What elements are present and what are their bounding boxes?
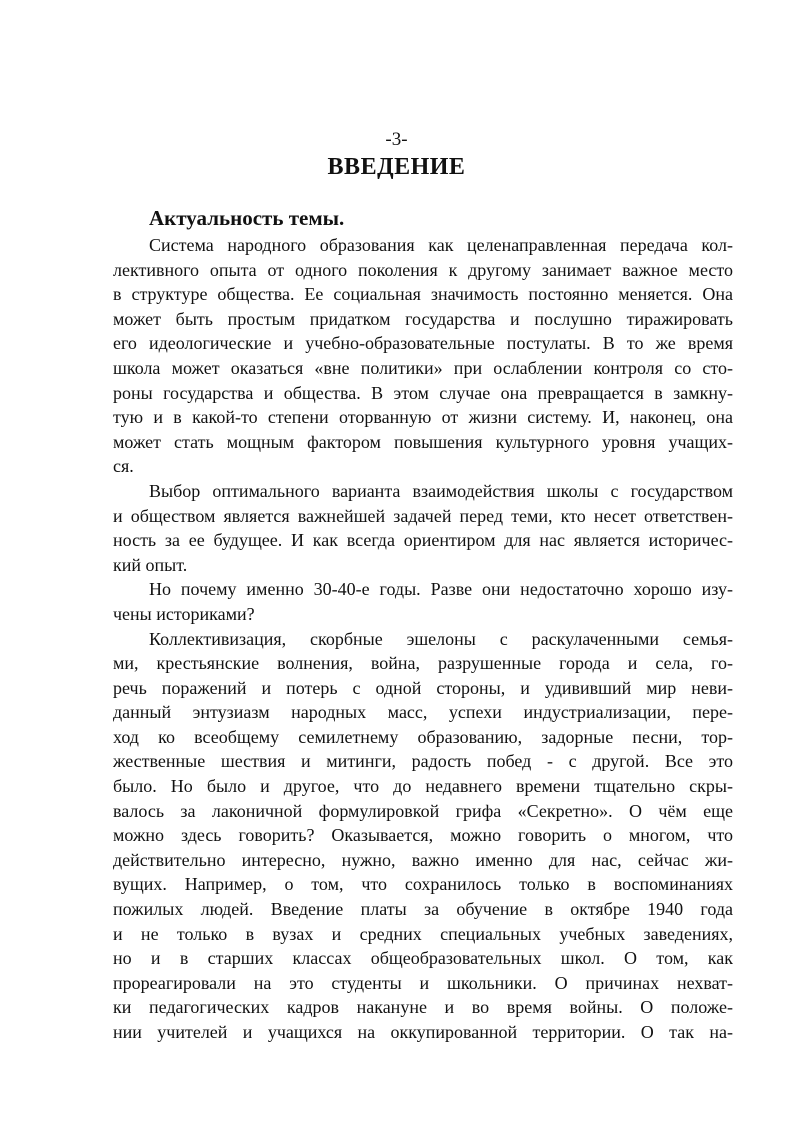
text-line: но и в старших классах общеобразовательных школ. О том, как <box>113 948 733 969</box>
page-title: ВВЕДЕНИЕ <box>327 154 466 180</box>
section-heading: Актуальность темы. <box>149 206 345 230</box>
text-line: Выбор оптимального варианта взаимодействия школы с государством <box>149 480 733 501</box>
text-line: Коллективизация, скорбные эшелоны с раскулаченными семья- <box>149 628 733 649</box>
text-line: Но почему именно 30-40-е годы. Разве они недостаточно хорошо изу- <box>149 579 733 600</box>
text-line: может стать мощным фактором повышения культурного уровня учащих- <box>113 431 733 452</box>
text-line: школа может оказаться «вне политики» при ослаблении контроля со сто- <box>113 357 733 378</box>
text-line: жественные шествия и митинги, радость побед - с другой. Все это <box>113 751 733 772</box>
text-line: действительно интересно, нужно, важно именно для нас, сейчас жи- <box>113 849 733 870</box>
text-line: можно здесь говорить? Оказывается, можно говорить о многом, что <box>113 825 733 846</box>
text-line: речь поражений и потерь с одной стороны, и удививший мир неви- <box>113 677 733 698</box>
text-line: ход ко всеобщему семилетнему образованию, задорные песни, тор- <box>113 726 733 747</box>
text-line: и не только в вузах и средних специальных учебных заведениях, <box>113 923 733 944</box>
text-line: нии учителей и учащихся на оккупированной территории. О так на- <box>113 1022 733 1042</box>
text-line: прореагировали на это студенты и школьники. О причинах нехват- <box>113 972 733 993</box>
text-line: и обществом является важнейшей задачей перед теми, кто несет ответствен- <box>113 505 733 526</box>
paragraph-3 <box>113 577 733 626</box>
text-line: пожилых людей. Введение платы за обучение в октябре 1940 года <box>113 899 733 920</box>
text-line: может быть простым придатком государства и послушно тиражировать <box>113 308 733 329</box>
text-line: лективного опыта от одного поколения к другому занимает важное место <box>113 259 733 280</box>
text-line: ность за ее будущее. И как всегда ориентиром для нас является историчес- <box>113 530 733 551</box>
text-line: было. Но было и другое, что до недавнего времени тщательно скры- <box>113 776 733 797</box>
paragraph-4 <box>113 627 733 1045</box>
text-line: в структуре общества. Ее социальная значимость постоянно меняется. Она <box>113 284 733 305</box>
text-line: чены историками? <box>113 603 255 624</box>
text-line: его идеологические и учебно-образовательные постулаты. В то же время <box>113 333 733 354</box>
page-number: -3- <box>385 129 408 150</box>
text-line: валось за лаконичной формулировкой грифа «Секретно». О чём еще <box>113 800 733 821</box>
paragraph-2 <box>113 479 733 577</box>
text-line: тую и в какой-то степени оторванную от жизни систему. И, наконец, она <box>113 407 733 428</box>
text-line: ми, крестьянские волнения, война, разрушенные города и села, го- <box>113 653 733 674</box>
text-line: данный энтузиазм народных масс, успехи индустриализации, пере- <box>113 702 733 723</box>
text-line: Система народного образования как целенаправленная передача кол- <box>149 235 733 255</box>
body-text <box>113 204 733 1045</box>
paragraph-1 <box>113 233 733 479</box>
text-line: роны государства и общества. В этом случае она превращается в замкну- <box>113 382 733 403</box>
text-line: ся. <box>113 456 134 477</box>
text-line: ки педагогических кадров накануне и во время войны. О положе- <box>113 997 733 1018</box>
text-line: кий опыт. <box>113 554 188 575</box>
text-line: вущих. Например, о том, что сохранилось только в воспоминаниях <box>113 874 733 895</box>
